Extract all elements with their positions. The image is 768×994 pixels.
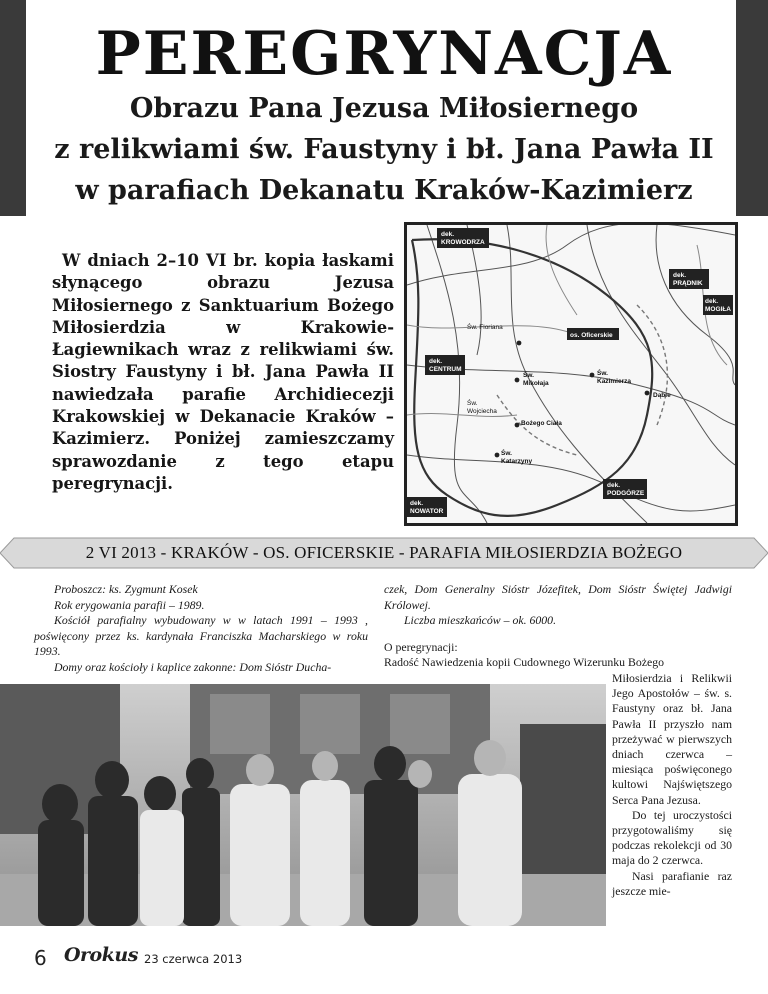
map-label-kazimierz: Św. [597,370,608,377]
photo-drawing [0,684,606,926]
left-edge-bar [0,0,26,216]
map-label-wojciecha: Św. [467,400,478,407]
svg-text:PODGÓRZE: PODGÓRZE [607,490,645,497]
parish-info-right [384,582,732,629]
map-drawing [407,225,735,523]
info-houses: Domy oraz kościoły i kaplice zakonne: Dom Sióstr Ducha- [54,659,332,674]
article-column [384,640,732,671]
parish-info-left [34,582,368,675]
svg-text:MOGIŁA: MOGIŁA [705,306,731,313]
map-label-mogila: dek. [705,298,719,305]
article-heading: O peregrynacji: [384,640,458,654]
map-label-katarzyny: Św. [501,450,512,457]
map-label-nowatorzy: dek. [410,500,424,507]
svg-text:Wojciecha: Wojciecha [467,408,497,415]
page-footer [34,946,434,976]
lead-text: W dniach 2–10 VI br. kopia łaskami słynącego obrazu Jezusa Miłosiernego z Sanktuarium Bożego Miłosierdzia w Krakowie-Łagiewnikach wraz z relikwiami św. Siostry Faustyny i bł. Jana Pawła II nawiedzała parafie Archidiecezji Krakowskiej w Dekanacie Kraków – Kazimierz. Poniżej zamieszczamy sprawozdanie z tego etapu peregrynacji. [52,251,394,493]
procession-photo [0,684,606,926]
map-label-bozego-ciala: Bożego Ciała [521,420,562,427]
article-paragraph-2: Do tej uroczystości przygotowaliśmy się podczas rekolekcji od 30 maja do 2 czerwca. [612,807,732,868]
deanery-map [404,222,738,526]
map-label-podgorze: dek. [607,482,621,489]
info-church: Kościół parafialny wybudowany w w latach 1991 – 1993 , poświęcony przez ks. kardynała Franciszka Macharskiego w roku 1993. [34,613,368,658]
banner-text: 2 VI 2013 - KRAKÓW - OS. OFICERSKIE - PARAFIA MIŁOSIERDZIA BOŻEGO [85,543,683,562]
masthead [26,0,742,216]
issue-date: 23 czerwca 2013 [144,952,243,966]
map-label-dabie: Dąbie [653,392,671,399]
page-number: 6 [34,946,47,970]
svg-text:PRĄDNIK: PRĄDNIK [673,280,703,287]
lead-paragraph [52,250,394,495]
subtitle-line-2: z relikwiami św. Faustyny i bł. Jana Pawła II [54,134,714,165]
info-priest: Proboszcz: ks. Zygmunt Kosek [54,582,198,596]
info-population: Liczba mieszkańców – ok. 6000. [404,613,557,627]
map-label-oficerskie: os. Oficerskie [570,332,613,339]
article-first-line: Radość Nawiedzenia kopii Cudownego Wizerunku Bożego [384,655,665,670]
info-houses-cont: czek, Dom Generalny Sióstr Józefitek, Dom Sióstr Świętej Jadwigi Królowej. [384,582,732,612]
page-title: PEREGRYNACJA [95,19,673,89]
map-label-mikolaja: Św. [523,372,534,379]
article-paragraph-3: Nasi parafianie raz jeszcze mie- [612,868,732,898]
svg-text:Katarzyny: Katarzyny [501,458,533,465]
map-label-pradnik: dek. [673,272,687,279]
svg-text:Mikołaja: Mikołaja [523,380,549,387]
subtitle-line-3: w parafiach Dekanatu Kraków-Kazimierz [75,175,693,206]
map-label-krowodrza: dek. [441,231,455,238]
svg-text:KROWODRZA: KROWODRZA [441,239,485,246]
subtitle-line-1: Obrazu Pana Jezusa Miłosiernego [129,93,639,124]
svg-text:Kazimierza: Kazimierza [597,378,631,385]
map-label-florian: Św. Floriana [467,324,503,331]
svg-text:CENTRUM: CENTRUM [429,366,462,373]
map-label-centrum: dek. [429,358,443,365]
svg-text:NOWATOR: NOWATOR [410,508,444,515]
article-paragraph-1: Miłosierdzia i Relikwii Jego Apostołów – św. s. Faustyny oraz bł. Jana Pawła II przyszło nam przeżywać w pierwszych dniach czerwca – miesiąca poświęconego kultowi Najświętszego Serca Pana Jezusa. [612,671,732,807]
article-narrow-column [612,671,732,899]
section-banner [0,536,768,570]
info-year: Rok erygowania parafii – 1989. [54,597,205,612]
magazine-logo: Orokus [64,944,138,966]
